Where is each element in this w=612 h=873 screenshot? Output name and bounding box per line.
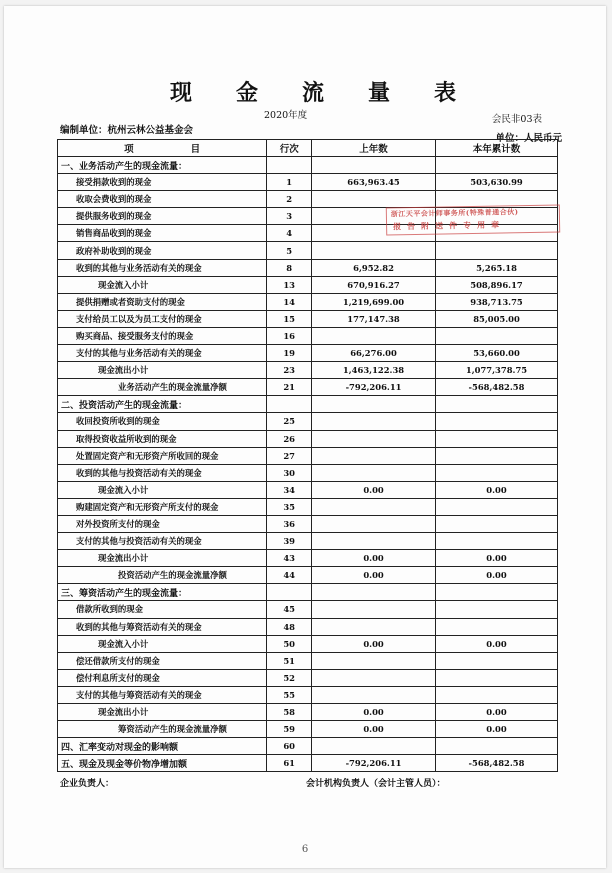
row-item-name: 二、投资活动产生的现金流量： (58, 396, 267, 413)
row-item-name: 业务活动产生的现金流量净额 (58, 379, 267, 396)
row-line-number: 26 (267, 430, 312, 447)
row-current-year-value (436, 686, 558, 703)
row-prev-year-value (312, 584, 436, 601)
row-line-number: 39 (267, 533, 312, 550)
row-item-name: 取得投资收益所收到的现金 (58, 430, 267, 447)
row-item-name: 提供捐赠或者资助支付的现金 (58, 293, 267, 310)
row-prev-year-value: 0.00 (312, 635, 436, 652)
table-row (58, 618, 558, 635)
row-current-year-value (436, 464, 558, 481)
table-row (58, 755, 558, 772)
row-line-number: 21 (267, 379, 312, 396)
table-row (58, 362, 558, 379)
row-item-name: 现金流入小计 (58, 276, 267, 293)
table-row (58, 515, 558, 532)
form-code: 会民非03表 (491, 114, 542, 125)
row-prev-year-value (312, 686, 436, 703)
currency-label: 单位：人民币元 (495, 133, 562, 144)
row-prev-year-value: 0.00 (312, 550, 436, 567)
row-line-number: 16 (267, 327, 312, 344)
row-line-number: 48 (267, 618, 312, 635)
row-prev-year-value: 670,916.27 (312, 276, 436, 293)
row-current-year-value (436, 601, 558, 618)
row-item-name: 处置固定资产和无形资产所收回的现金 (58, 447, 267, 464)
row-item-name: 偿付利息所支付的现金 (58, 669, 267, 686)
row-current-year-value (436, 396, 558, 413)
row-line-number: 15 (267, 310, 312, 327)
header-prev-year: 上年数 (312, 140, 436, 157)
row-current-year-value (436, 430, 558, 447)
table-row (58, 464, 558, 481)
row-prev-year-value (312, 413, 436, 430)
row-prev-year-value (312, 498, 436, 515)
row-line-number: 36 (267, 515, 312, 532)
table-row (58, 259, 558, 276)
row-prev-year-value: 1,219,699.00 (312, 293, 436, 310)
table-row (58, 157, 558, 174)
row-current-year-value: 938,713.75 (436, 293, 558, 310)
row-current-year-value: 0.00 (436, 635, 558, 652)
row-line-number (267, 396, 312, 413)
row-prev-year-value (312, 447, 436, 464)
row-line-number: 58 (267, 704, 312, 721)
row-current-year-value: 0.00 (436, 550, 558, 567)
row-current-year-value: 53,660.00 (436, 345, 558, 362)
row-line-number: 14 (267, 293, 312, 310)
row-current-year-value: 0.00 (436, 704, 558, 721)
row-current-year-value: 0.00 (436, 567, 558, 584)
table-row (58, 430, 558, 447)
row-item-name: 收到的其他与业务活动有关的现金 (58, 259, 267, 276)
table-body (58, 157, 558, 772)
row-line-number: 51 (267, 652, 312, 669)
row-line-number: 52 (267, 669, 312, 686)
row-item-name: 政府补助收到的现金 (58, 242, 267, 259)
row-prev-year-value: 0.00 (312, 721, 436, 738)
cash-flow-table (57, 139, 558, 772)
table-row (58, 601, 558, 618)
row-prev-year-value (312, 618, 436, 635)
table-row (58, 310, 558, 327)
row-item-name: 对外投资所支付的现金 (58, 515, 267, 532)
row-item-name: 收取会费收到的现金 (58, 191, 267, 208)
row-prev-year-value (312, 515, 436, 532)
row-item-name: 现金流入小计 (58, 481, 267, 498)
row-line-number: 44 (267, 567, 312, 584)
table-row (58, 447, 558, 464)
row-prev-year-value (312, 430, 436, 447)
row-prev-year-value: 66,276.00 (312, 345, 436, 362)
row-item-name: 五、现金及现金等价物净增加额 (58, 755, 267, 772)
row-current-year-value: 5,265.18 (436, 259, 558, 276)
row-prev-year-value: 663,963.45 (312, 174, 436, 191)
row-line-number: 2 (267, 191, 312, 208)
row-line-number: 13 (267, 276, 312, 293)
row-line-number: 25 (267, 413, 312, 430)
row-prev-year-value: 0.00 (312, 704, 436, 721)
row-prev-year-value (312, 327, 436, 344)
row-line-number: 4 (267, 225, 312, 242)
footer-accounting-head: 会计机构负责人（会计主管人员）： (306, 779, 446, 789)
row-current-year-value: 503,630.99 (436, 174, 558, 191)
stamp-line-2: 报告附送件专用章 (393, 219, 506, 232)
row-line-number (267, 157, 312, 174)
row-prev-year-value (312, 191, 436, 208)
row-prev-year-value: 6,952.82 (312, 259, 436, 276)
row-item-name: 现金流出小计 (58, 550, 267, 567)
row-line-number: 1 (267, 174, 312, 191)
row-item-name: 现金流出小计 (58, 362, 267, 379)
table-row (58, 635, 558, 652)
stamp-line-1: 浙江天平会计师事务所(特殊普通合伙) (390, 207, 519, 219)
row-line-number: 30 (267, 464, 312, 481)
row-line-number: 3 (267, 208, 312, 225)
row-prev-year-value: -792,206.11 (312, 755, 436, 772)
row-current-year-value: -568,482.58 (436, 379, 558, 396)
row-current-year-value (436, 242, 558, 259)
row-current-year-value (436, 515, 558, 532)
table-row (58, 652, 558, 669)
row-current-year-value (436, 669, 558, 686)
row-prev-year-value (312, 157, 436, 174)
row-line-number: 50 (267, 635, 312, 652)
row-current-year-value (436, 413, 558, 430)
row-item-name: 投资活动产生的现金流量净额 (58, 567, 267, 584)
header-item: 项 目 (58, 140, 267, 157)
row-line-number: 45 (267, 601, 312, 618)
table-row (58, 413, 558, 430)
table-row (58, 721, 558, 738)
row-item-name: 四、汇率变动对现金的影响额 (58, 738, 267, 755)
table-row (58, 481, 558, 498)
row-item-name: 支付的其他与筹资活动有关的现金 (58, 686, 267, 703)
organization-label: 编制单位：杭州云林公益基金会 (60, 125, 194, 136)
row-prev-year-value (312, 652, 436, 669)
row-prev-year-value: 1,463,122.38 (312, 362, 436, 379)
header-line: 行次 (267, 140, 312, 157)
row-line-number: 59 (267, 721, 312, 738)
report-year: 2020年度 (264, 110, 308, 121)
table-row (58, 345, 558, 362)
row-item-name: 偿还借款所支付的现金 (58, 652, 267, 669)
table-row (58, 293, 558, 310)
row-current-year-value (436, 738, 558, 755)
row-item-name: 收到的其他与筹资活动有关的现金 (58, 618, 267, 635)
row-prev-year-value: -792,206.11 (312, 379, 436, 396)
table-row (58, 533, 558, 550)
row-item-name: 借款所收到的现金 (58, 601, 267, 618)
row-item-name: 收回投资所收到的现金 (58, 413, 267, 430)
row-prev-year-value: 0.00 (312, 567, 436, 584)
row-line-number: 61 (267, 755, 312, 772)
row-line-number: 23 (267, 362, 312, 379)
document-page (4, 6, 606, 868)
table-row (58, 669, 558, 686)
auditor-stamp (386, 204, 560, 235)
table-row (58, 567, 558, 584)
row-prev-year-value (312, 396, 436, 413)
table-row (58, 396, 558, 413)
table-row (58, 550, 558, 567)
row-line-number: 34 (267, 481, 312, 498)
row-line-number: 8 (267, 259, 312, 276)
row-line-number: 35 (267, 498, 312, 515)
row-line-number: 60 (267, 738, 312, 755)
row-current-year-value: 1,077,378.75 (436, 362, 558, 379)
row-prev-year-value: 177,147.38 (312, 310, 436, 327)
table-row (58, 242, 558, 259)
row-current-year-value: 0.00 (436, 721, 558, 738)
page-number: 6 (301, 844, 309, 855)
row-item-name: 一、业务活动产生的现金流量： (58, 157, 267, 174)
table-row (58, 327, 558, 344)
row-item-name: 提供服务收到的现金 (58, 208, 267, 225)
table-row (58, 498, 558, 515)
row-prev-year-value (312, 601, 436, 618)
row-current-year-value (436, 584, 558, 601)
row-item-name: 支付的其他与业务活动有关的现金 (58, 345, 267, 362)
footer-enterprise-head: 企业负责人： (60, 779, 115, 789)
table-row (58, 738, 558, 755)
row-current-year-value (436, 157, 558, 174)
row-item-name: 现金流出小计 (58, 704, 267, 721)
row-prev-year-value (312, 533, 436, 550)
row-item-name: 收到的其他与投资活动有关的现金 (58, 464, 267, 481)
row-item-name: 支付给员工以及为员工支付的现金 (58, 310, 267, 327)
row-prev-year-value (312, 464, 436, 481)
row-current-year-value: 0.00 (436, 481, 558, 498)
row-prev-year-value (312, 242, 436, 259)
row-current-year-value (436, 498, 558, 515)
row-line-number: 55 (267, 686, 312, 703)
row-current-year-value: 508,896.17 (436, 276, 558, 293)
row-item-name: 三、筹资活动产生的现金流量： (58, 584, 267, 601)
row-item-name: 购建固定资产和无形资产所支付的现金 (58, 498, 267, 515)
row-current-year-value: 85,005.00 (436, 310, 558, 327)
table-row (58, 379, 558, 396)
row-line-number: 43 (267, 550, 312, 567)
table-row (58, 686, 558, 703)
row-current-year-value (436, 327, 558, 344)
header-current-year: 本年累计数 (436, 140, 558, 157)
row-current-year-value: -568,482.58 (436, 755, 558, 772)
row-item-name: 销售商品收到的现金 (58, 225, 267, 242)
row-line-number: 5 (267, 242, 312, 259)
table-header-row (58, 140, 558, 157)
row-item-name: 现金流入小计 (58, 635, 267, 652)
row-prev-year-value (312, 738, 436, 755)
row-line-number (267, 584, 312, 601)
row-current-year-value (436, 618, 558, 635)
report-title: 现金流量表 (169, 80, 500, 106)
row-prev-year-value: 0.00 (312, 481, 436, 498)
table-row (58, 174, 558, 191)
row-line-number: 19 (267, 345, 312, 362)
row-current-year-value (436, 447, 558, 464)
row-current-year-value (436, 533, 558, 550)
row-item-name: 购买商品、接受服务支付的现金 (58, 327, 267, 344)
row-item-name: 接受捐款收到的现金 (58, 174, 267, 191)
row-item-name: 筹资活动产生的现金流量净额 (58, 721, 267, 738)
table-row (58, 704, 558, 721)
row-prev-year-value (312, 669, 436, 686)
table-row (58, 276, 558, 293)
row-item-name: 支付的其他与投资活动有关的现金 (58, 533, 267, 550)
row-line-number: 27 (267, 447, 312, 464)
table-row (58, 584, 558, 601)
row-current-year-value (436, 652, 558, 669)
